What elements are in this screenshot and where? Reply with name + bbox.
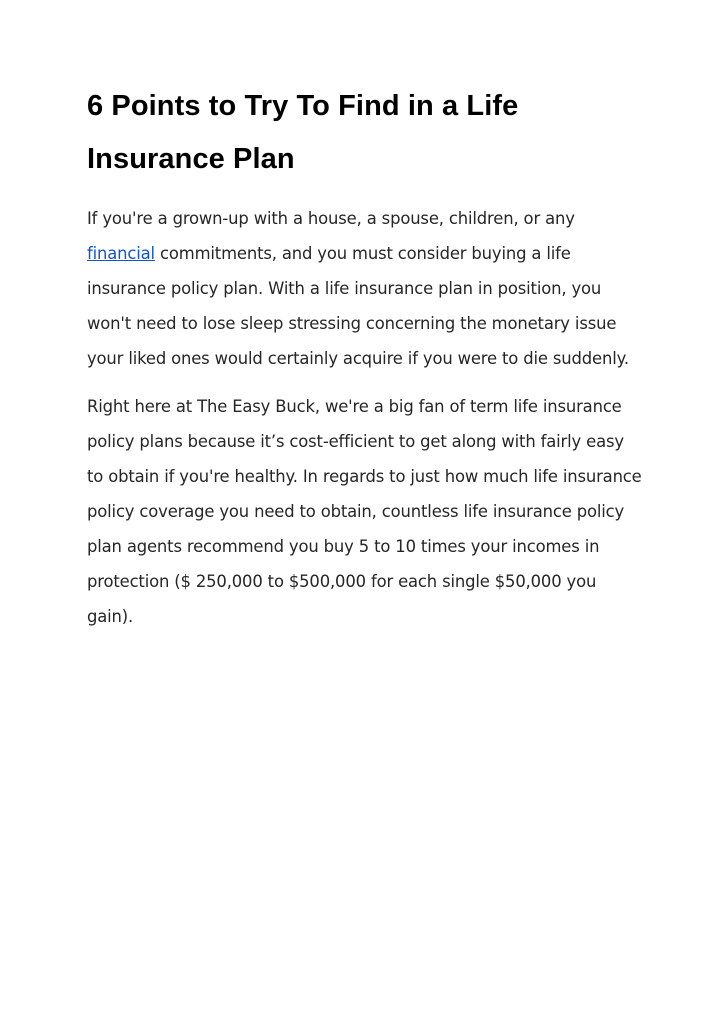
title-line-1: 6 Points to Try To Find in a Life [87,90,519,122]
paragraph-line: Right here at The Easy Buck, we're a big fan of term life insurance [87,397,622,416]
paragraph-line: your liked ones would certainly acquire if you were to die suddenly. [87,349,629,368]
paragraph-line: gain). [87,607,134,626]
paragraph-line: to obtain if you're healthy. In regards to just how much life insurance [87,467,642,486]
paragraph-line: protection ($ 250,000 to $500,000 for each single $50,000 you [87,572,597,591]
paragraph-term-life [87,389,642,634]
paragraph-line: policy plans because it’s cost-efficient to get along with fairly easy [87,432,624,451]
paragraph-line: insurance policy plan. With a life insurance plan in position, you [87,279,602,298]
paragraph-line: won't need to lose sleep stressing concerning the monetary issue [87,314,617,333]
paragraph-line: If you're a grown-up with a house, a spouse, children, or any [87,209,575,228]
paragraph-text: commitments, and you must consider buying a life [154,244,571,263]
title-line-2: Insurance Plan [87,143,295,175]
paragraph-intro [87,201,639,376]
paragraph-line [87,236,639,271]
paragraph-line: plan agents recommend you buy 5 to 10 times your incomes in [87,537,600,556]
document-title [87,80,639,186]
financial-link[interactable]: financial [87,244,155,263]
paragraph-line: policy coverage you need to obtain, countless life insurance policy [87,502,625,521]
document-content [87,80,642,647]
